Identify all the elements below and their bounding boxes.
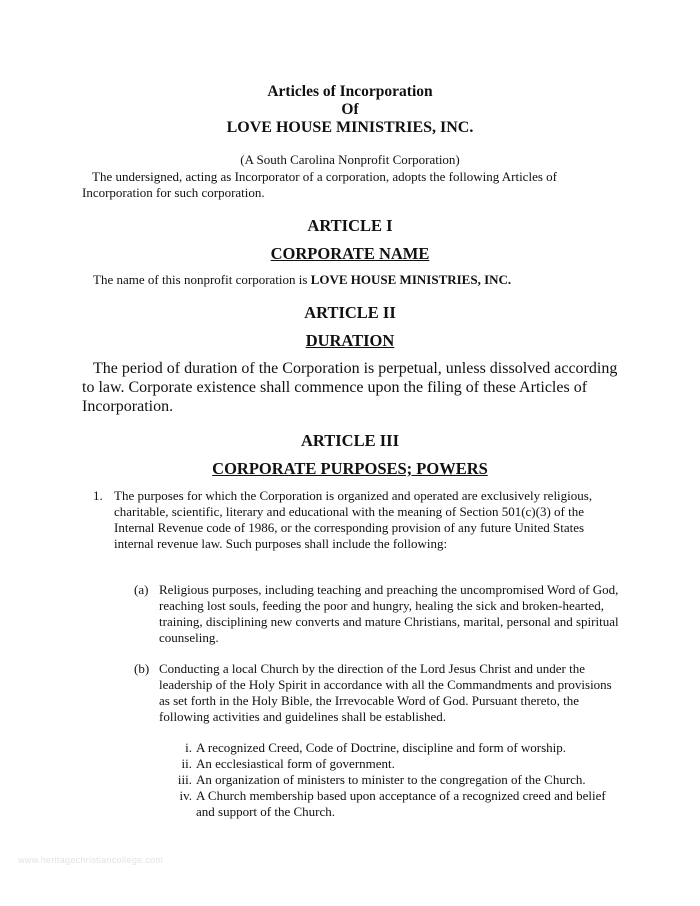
purpose-subitem-b-label: (b) bbox=[134, 661, 150, 676]
guideline-item-text: A Church membership based upon acceptance of a recognized creed and belief and support of the Church. bbox=[196, 788, 606, 819]
article-2-body: The period of duration of the Corporation is perpetual, unless dissolved according to law. Corporate existence shall commence upon the filing of these Articles of Incorporation. bbox=[82, 360, 618, 415]
article-2-heading: ARTICLE II bbox=[304, 303, 396, 322]
purpose-subitem-a bbox=[134, 582, 619, 646]
purpose-subitem-a-label: (a) bbox=[134, 582, 149, 597]
watermark-text: www.heritagechristiancollege.com bbox=[18, 855, 164, 865]
intro-paragraph: The undersigned, acting as Incorporator of a corporation, adopts the following Articles of Incorporation for such corporation. bbox=[82, 169, 557, 200]
guideline-item-text: A recognized Creed, Code of Doctrine, discipline and form of worship. bbox=[196, 740, 567, 755]
document-title bbox=[0, 83, 700, 137]
purpose-item-1-number: 1. bbox=[93, 488, 103, 503]
guideline-item-label: iii. bbox=[177, 772, 192, 787]
purpose-subitem-a-text: Religious purposes, including teaching and preaching the uncompromised Word of God, reaching lost souls, feeding the poor and hungry, healing the sick and broken-hearted, training, disciplining new converts and mature Christians, marital, personal and spiritual counseling. bbox=[159, 582, 619, 645]
title-organization-name: LOVE HOUSE MINISTRIES, INC. bbox=[226, 119, 474, 136]
guideline-item-label: i. bbox=[185, 740, 192, 755]
guideline-item-text: An ecclesiastical form of government. bbox=[196, 756, 395, 771]
guideline-item bbox=[160, 772, 610, 788]
guideline-item bbox=[160, 756, 610, 772]
article-1-body bbox=[93, 272, 613, 288]
purpose-subitem-b bbox=[134, 661, 619, 725]
article-1-title: CORPORATE NAME bbox=[270, 244, 430, 263]
purpose-item-1-text: The purposes for which the Corporation is organized and operated are exclusively religious, charitable, scientific, literary and educational with the meaning of Section 501(c)(3) of the Internal Revenue code of 1986, or the corresponding provision of any future United States internal revenue law. Such purposes shall include the following: bbox=[114, 488, 593, 551]
guideline-item bbox=[160, 788, 610, 820]
purpose-item-1 bbox=[93, 488, 603, 552]
article-1-corporation-name: LOVE HOUSE MINISTRIES, INC. bbox=[310, 272, 512, 287]
article-3-heading: ARTICLE III bbox=[301, 431, 399, 450]
article-1-heading: ARTICLE I bbox=[307, 216, 393, 235]
article-1-body-text: The name of this nonprofit corporation is bbox=[93, 272, 311, 287]
guideline-item-label: ii. bbox=[181, 756, 192, 771]
article-2-title: DURATION bbox=[305, 331, 395, 350]
title-line-1: Articles of Incorporation bbox=[267, 83, 433, 100]
document-subtitle: (A South Carolina Nonprofit Corporation) bbox=[240, 152, 460, 167]
guideline-item-label: iv. bbox=[179, 788, 192, 803]
guideline-item bbox=[160, 740, 610, 756]
title-line-2: Of bbox=[341, 101, 359, 118]
article-3-title: CORPORATE PURPOSES; POWERS bbox=[212, 459, 488, 478]
purpose-subitem-b-text: Conducting a local Church by the direction of the Lord Jesus Christ and under the leadership of the Holy Spirit in accordance with all the Commandments and provisions as set forth in the Holy Bible, the Irrevocable Word of God. Pursuant thereto, the following activities and guidelines shall be established. bbox=[159, 661, 612, 724]
guideline-item-text: An organization of ministers to minister to the congregation of the Church. bbox=[196, 772, 586, 787]
